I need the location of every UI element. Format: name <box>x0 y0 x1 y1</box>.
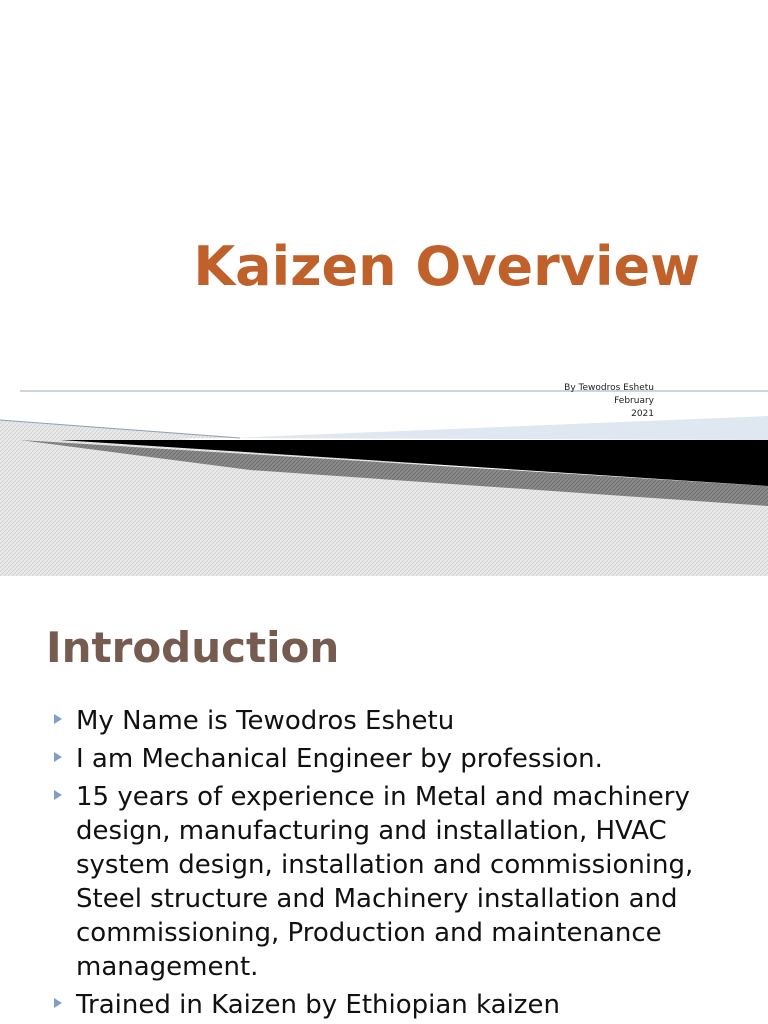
triangle-bullet-icon <box>54 790 62 800</box>
bullet-text: My Name is Tewodros Eshetu <box>76 706 455 736</box>
author-line: By Tewodros Eshetu <box>564 383 654 393</box>
section-title: Introduction <box>46 623 340 672</box>
slide-title: Kaizen Overview <box>193 235 700 298</box>
slide-subtitle <box>454 382 654 421</box>
bullet-text: 15 years of experience in Metal and machinery design, manufacturing and installation, HVAC system design, installation and commissioning, Steel structure and Machinery installation and commissioning, Production and maintenance management. <box>76 782 694 982</box>
bullet-text: I am Mechanical Engineer by profession. <box>76 744 603 774</box>
list-item <box>54 704 734 738</box>
list-item <box>54 988 734 1022</box>
triangle-bullet-icon <box>54 998 62 1008</box>
month-line: February <box>614 396 654 406</box>
triangle-bullet-icon <box>54 714 62 724</box>
list-item <box>54 780 734 984</box>
bullet-text: Trained in Kaizen by Ethiopian kaizen <box>76 990 560 1020</box>
triangle-bullet-icon <box>54 752 62 762</box>
year-line: 2021 <box>631 409 654 419</box>
introduction-slide <box>0 576 768 1024</box>
bullet-list <box>54 704 734 1024</box>
list-item <box>54 742 734 776</box>
